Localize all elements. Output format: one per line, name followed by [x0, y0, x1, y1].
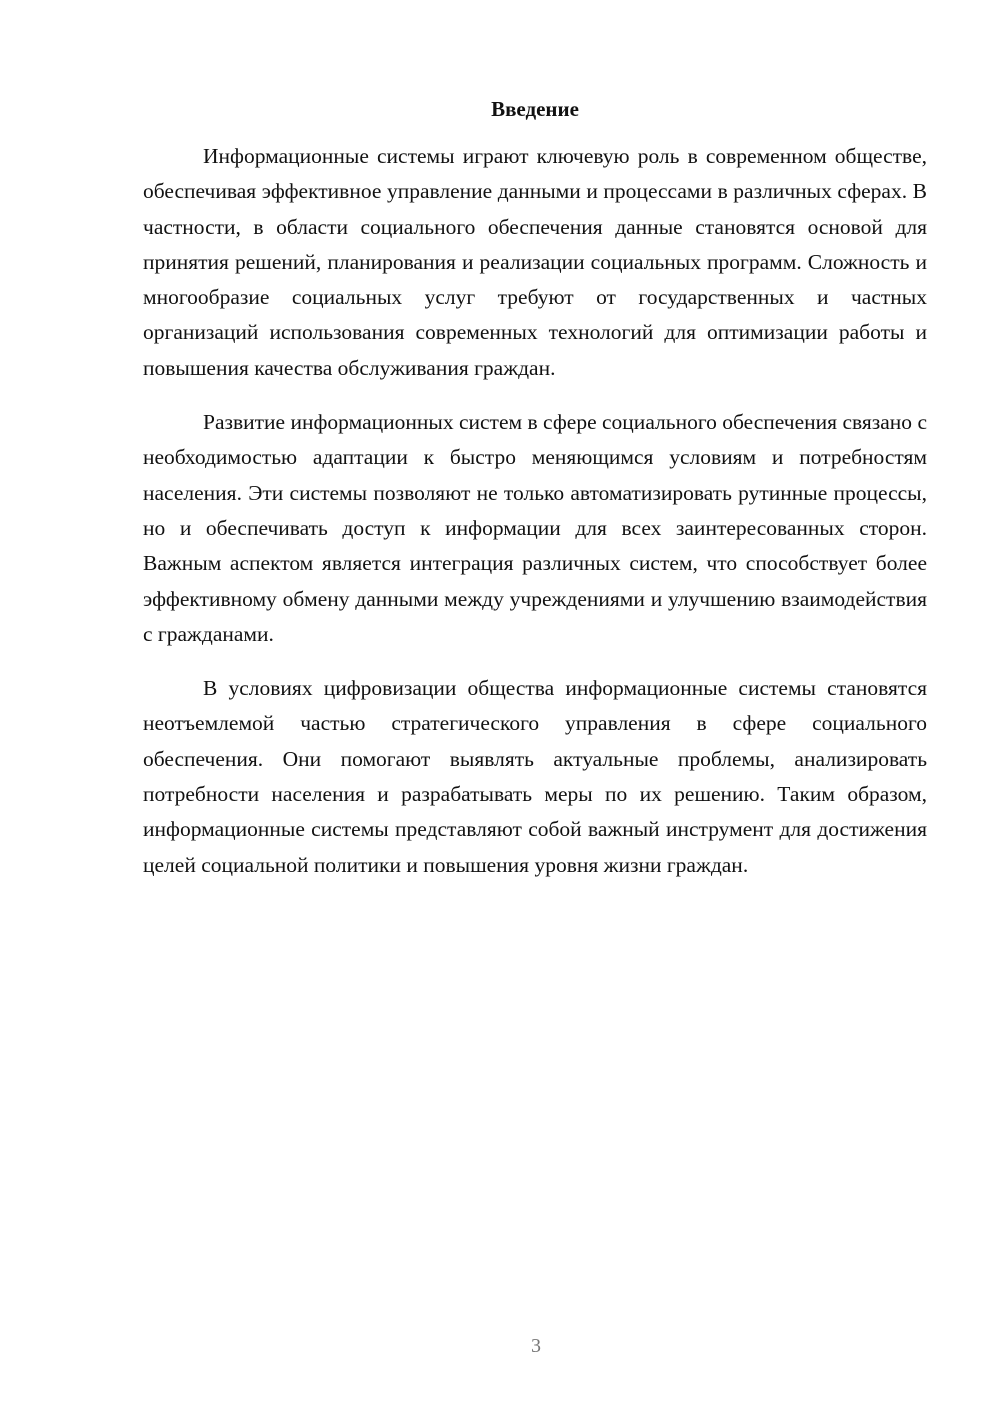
paragraph-1: Информационные системы играют ключевую роль в современном обществе, обеспечивая эффективное управление данными и процессами в различных сферах. В частности, в области социального обеспечения данные становятся основой для принятия решений, планирования и реализации социальных программ. Сложность и многообразие социальных услуг требуют от государственных и частных организаций использования современных технологий для оптимизации работы и повышения качества обслуживания граждан. [143, 144, 927, 380]
paragraph-2: Развитие информационных систем в сфере социального обеспечения связано с необходимостью адаптации к быстро меняющимся условиям и потребностям населения. Эти системы позволяют не только автоматизировать рутинные процессы, но и обеспечивать доступ к информации для всех заинтересованных сторон. Важным аспектом является интеграция различных систем, что способствует более эффективному обмену данными между учреждениями и улучшению взаимодействия с гражданами. [143, 410, 927, 646]
paragraph-3: В условиях цифровизации общества информационные системы становятся неотъемлемой частью стратегического управления в сфере социального обеспечения. Они помогают выявлять актуальные проблемы, анализировать потребности населения и разрабатывать меры по их решению. Таким образом, информационные системы представляют собой важный инструмент для достижения целей социальной политики и повышения уровня жизни граждан. [143, 676, 927, 877]
section-title: Введение [491, 97, 579, 121]
page-number: 3 [531, 1335, 541, 1357]
page-content [143, 94, 927, 902]
